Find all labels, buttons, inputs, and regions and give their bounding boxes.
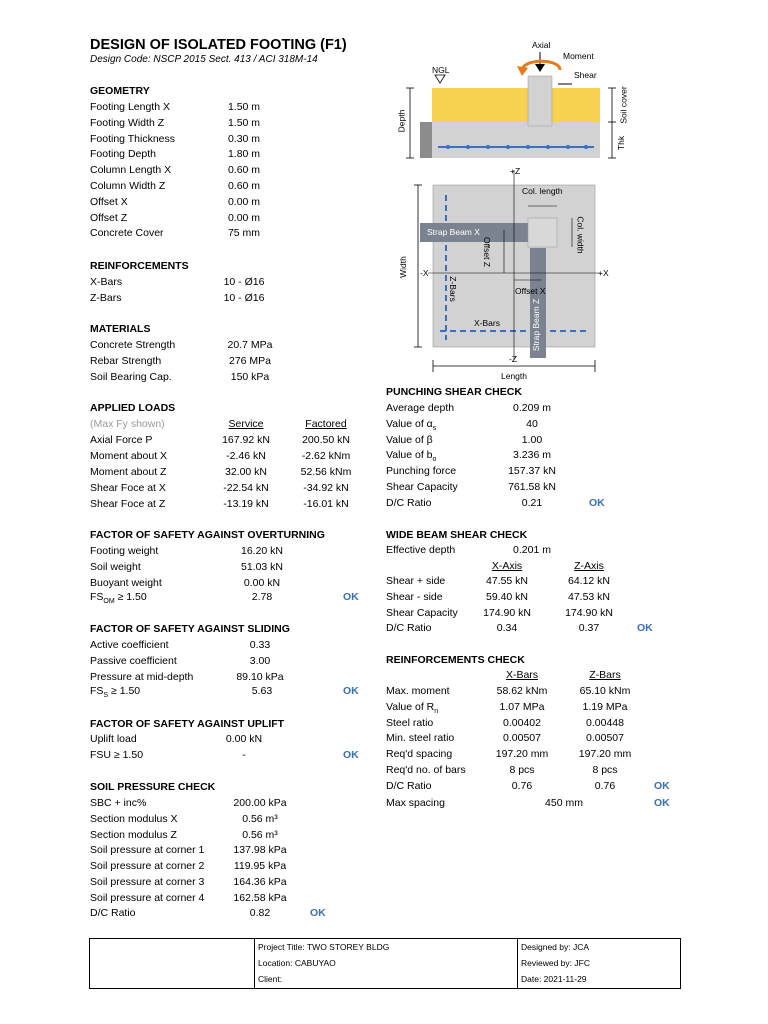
punching-label: Average depth	[386, 402, 455, 414]
load-label: Axial Force P	[90, 434, 153, 446]
widebeam-x: 174.90 kN	[483, 606, 531, 619]
widebeam-ok: OK	[637, 622, 653, 634]
plus-z-label: +Z	[510, 166, 521, 176]
z-axis-header: Z-Axis	[574, 560, 604, 572]
col-length-label: Col. length	[522, 186, 563, 196]
reinf-check-x: 0.76	[511, 779, 533, 792]
reinf-check-label: D/C Ratio	[386, 779, 432, 792]
widebeam-x: 47.55 kN	[485, 575, 529, 587]
reinf-check-x: 0.00402	[503, 716, 541, 729]
punching-value: 0.21	[521, 496, 543, 509]
length-label: Length	[501, 371, 527, 381]
fs-s-value: 5.63	[251, 685, 273, 697]
x-axis-header: X-Axis	[491, 560, 523, 572]
geometry-label: Footing Length X	[90, 101, 170, 113]
moment-arrowhead	[517, 66, 528, 76]
soil-cover-label: Soil cover	[618, 86, 629, 124]
punching-value: 3.236 m	[513, 449, 551, 462]
loads-note: (Max Fy shown)	[90, 418, 165, 430]
widebeam-label: Shear Capacity	[386, 606, 458, 619]
overturning-label: Buoyant weight	[90, 576, 162, 589]
soil-value: 119.95 kPa	[233, 860, 287, 873]
materials-label: Concrete Strength	[90, 339, 176, 351]
punching-value: 761.58 kN	[508, 481, 556, 493]
geometry-value: 0.60 m	[227, 164, 261, 177]
load-factored: -34.92 kN	[303, 481, 349, 494]
punching-label: Value of β	[386, 433, 433, 446]
punching-label: D/C Ratio	[386, 496, 432, 509]
materials-value: 150 kPa	[230, 370, 270, 383]
reinforcements-value: 10 - Ø16	[223, 276, 265, 288]
reinf-check-x: 197.20 mm	[495, 748, 549, 761]
load-service: -2.46 kN	[226, 449, 266, 462]
footing-edge	[420, 122, 432, 158]
x-bars-label: X-Bars	[474, 318, 500, 328]
geometry-label: Column Width Z	[90, 180, 166, 192]
widebeam-label: D/C Ratio	[386, 622, 432, 635]
soil-label: Soil pressure at corner 4	[90, 891, 205, 904]
reinf-check-label: Steel ratio	[386, 716, 434, 729]
uplift-value: 0.00 kN	[225, 733, 263, 745]
punching-value: 40	[526, 417, 538, 430]
overturning-label: Soil weight	[90, 560, 141, 573]
offset-z-label: Offset Z	[482, 236, 493, 268]
soil-label: Soil pressure at corner 3	[90, 876, 205, 888]
load-label: Shear Foce at Z	[90, 497, 166, 510]
max-spacing-label: Max spacing	[386, 797, 445, 809]
geometry-label: Footing Depth	[90, 148, 156, 161]
max-spacing-value: 450 mm	[545, 797, 583, 809]
overturning-heading: FACTOR OF SAFETY AGAINST OVERTURNING	[90, 529, 325, 541]
axial-arrowhead	[535, 64, 545, 72]
soil-dc-label: D/C Ratio	[90, 907, 136, 919]
fs-om-ok: OK	[343, 591, 359, 603]
reinforcements-heading: REINFORCEMENTS	[90, 260, 189, 272]
overturning-value: 0.00 kN	[243, 576, 281, 589]
punching-label: Punching force	[386, 465, 457, 478]
reinf-check-x: 58.62 kNm	[496, 685, 548, 697]
punching-heading: PUNCHING SHEAR CHECK	[386, 386, 522, 398]
soil-value: 0.56 m³	[242, 812, 278, 825]
eff-depth-value: 0.201 m	[513, 544, 551, 556]
soil-value: 200.00 kPa	[233, 797, 287, 809]
reinforcements-label: Z-Bars	[90, 291, 122, 304]
geometry-value: 0.00 m	[227, 195, 261, 208]
soil-dc-value: 0.82	[249, 907, 271, 919]
widebeam-heading: WIDE BEAM SHEAR CHECK	[386, 529, 528, 541]
soil-dc-ok: OK	[310, 907, 326, 919]
geometry-value: 0.30 m	[227, 132, 261, 145]
minus-x-label: -X	[420, 268, 429, 278]
uplift-label: Uplift load	[90, 733, 137, 745]
sliding-heading: FACTOR OF SAFETY AGAINST SLIDING	[90, 623, 290, 635]
fs-om-label: $FS_{OM} \ge 1.50$	[90, 591, 147, 606]
punching-label: Shear Capacity	[386, 481, 458, 493]
reinf-check-label: Value of $R_n$	[386, 700, 439, 715]
design-code: Design Code: NSCP 2015 Sect. 413 / ACI 318M-14	[90, 54, 318, 65]
load-service: -13.19 kN	[223, 497, 269, 510]
geometry-label: Offset Z	[90, 211, 128, 224]
reinforcements-label: X-Bars	[90, 276, 123, 288]
strap-beam-z-label: Strap Beam Z	[531, 298, 542, 352]
widebeam-z: 0.37	[578, 622, 600, 635]
load-factored: -16.01 kN	[303, 497, 349, 510]
reinf-check-z: 1.19 MPa	[582, 700, 628, 713]
max-spacing-ok: OK	[654, 797, 670, 809]
materials-value: 20.7 MPa	[227, 339, 273, 351]
eff-depth-label: Effective depth	[386, 544, 456, 556]
soil-value: 164.36 kPa	[233, 876, 287, 888]
soil-value: 162.58 kPa	[233, 891, 287, 904]
ngl-symbol	[435, 75, 445, 83]
strap-beam-x-label: Strap Beam X	[427, 227, 480, 237]
punching-value: 1.00	[521, 433, 543, 446]
factored-header: Factored	[305, 418, 347, 430]
load-service: 32.00 kN	[224, 465, 268, 478]
title-block	[89, 938, 681, 989]
punching-value: 157.37 kN	[508, 465, 556, 478]
load-label: Shear Foce at X	[90, 481, 166, 494]
punching-ok: OK	[589, 497, 605, 509]
z-bars-header: Z-Bars	[589, 669, 621, 681]
sliding-value: 3.00	[249, 654, 271, 667]
reinf-check-x: 8 pcs	[509, 764, 535, 776]
reinf-check-label: Req'd no. of bars	[386, 764, 466, 776]
widebeam-x: 0.34	[496, 622, 518, 635]
plus-x-label: +X	[598, 268, 609, 278]
load-label: Moment about Z	[90, 465, 167, 478]
location: Location: CABUYAO	[258, 958, 336, 968]
uplift-heading: FACTOR OF SAFETY AGAINST UPLIFT	[90, 718, 285, 730]
column-plan	[528, 218, 557, 247]
load-factored: 200.50 kN	[302, 434, 350, 446]
sliding-value: 89.10 kPa	[236, 670, 284, 683]
ngl-label: NGL	[432, 65, 450, 75]
reinf-check-x: 0.00507	[503, 732, 541, 745]
fs-s-label: $FS_S \ge 1.50$	[90, 685, 141, 700]
sliding-label: Pressure at mid-depth	[90, 670, 194, 683]
shear-label: Shear	[574, 70, 597, 80]
materials-heading: MATERIALS	[90, 323, 151, 335]
thk-label: Thk	[616, 135, 627, 151]
widebeam-z: 174.90 kN	[565, 606, 613, 619]
load-label: Moment about X	[90, 449, 168, 462]
sliding-value: 0.33	[249, 639, 271, 651]
reinf-check-z: 197.20 mm	[578, 748, 632, 761]
geometry-label: Footing Width Z	[90, 116, 165, 129]
service-header: Service	[228, 418, 264, 430]
fsu-label: FSU ≥ 1.50	[90, 749, 144, 761]
punching-label: Value of $b_o$	[386, 449, 437, 464]
materials-value: 276 MPa	[228, 354, 272, 367]
overturning-value: 16.20 kN	[240, 545, 284, 557]
loads-heading: APPLIED LOADS	[90, 402, 176, 414]
geometry-label: Footing Thickness	[90, 132, 176, 145]
reinforcements-value: 10 - Ø16	[223, 291, 265, 304]
geometry-value: 0.00 m	[227, 211, 261, 224]
widebeam-z: 64.12 kN	[567, 575, 611, 587]
soil-label: Section modulus Z	[90, 828, 177, 841]
load-factored: 52.56 kNm	[300, 465, 352, 478]
geometry-value: 0.60 m	[227, 180, 261, 192]
geometry-label: Offset X	[90, 195, 128, 208]
overturning-label: Footing weight	[90, 545, 159, 557]
geometry-value: 1.50 m	[227, 101, 261, 113]
page-title: DESIGN OF ISOLATED FOOTING (F1)	[90, 37, 347, 53]
widebeam-label: Shear - side	[386, 590, 443, 603]
widebeam-z: 47.53 kN	[567, 590, 611, 603]
overturning-value: 51.03 kN	[240, 560, 284, 573]
reinf-dc-ok: OK	[654, 780, 670, 792]
punching-value: 0.209 m	[513, 402, 551, 414]
reinf-check-z: 0.00448	[586, 716, 624, 729]
fsu-value: -	[242, 749, 246, 761]
soil-value: 137.98 kPa	[233, 844, 287, 857]
reinf-check-label: Req'd spacing	[386, 748, 453, 761]
soil-label: SBC + inc%	[90, 797, 147, 809]
load-service: 167.92 kN	[222, 434, 270, 446]
geometry-label: Column Length X	[90, 164, 172, 177]
soil-value: 0.56 m³	[242, 828, 278, 841]
materials-label: Rebar Strength	[90, 354, 162, 367]
geometry-heading: GEOMETRY	[90, 85, 150, 97]
punching-label: Value of $\alpha_s$	[386, 417, 437, 432]
axial-label: Axial	[532, 40, 551, 50]
date: Date: 2021-11-29	[521, 974, 587, 984]
fsu-ok: OK	[343, 749, 359, 761]
load-factored: -2.62 kNm	[301, 449, 351, 462]
geometry-label: Concrete Cover	[90, 227, 164, 240]
section-diagram	[390, 30, 650, 170]
reinf-check-heading: REINFORCEMENTS CHECK	[386, 654, 525, 666]
col-width-label: Col. width	[575, 216, 586, 254]
reinf-check-z: 8 pcs	[592, 764, 618, 776]
reinf-check-z: 0.00507	[586, 732, 624, 745]
geometry-value: 1.50 m	[227, 116, 261, 129]
fs-om-value: 2.78	[251, 591, 273, 603]
width-label: Width	[397, 256, 408, 278]
offset-x-label: Offset X	[515, 286, 546, 296]
reviewed-by: Reviewed by: JFC	[521, 958, 590, 968]
footing	[420, 122, 600, 158]
sliding-label: Active coefficient	[90, 639, 169, 651]
reinf-check-z: 0.76	[594, 779, 616, 792]
designed-by: Designed by: JCA	[521, 942, 590, 952]
soil-label: Section modulus X	[90, 812, 178, 825]
soil-label: Soil pressure at corner 1	[90, 844, 205, 857]
materials-label: Soil Bearing Cap.	[90, 370, 172, 383]
fs-s-ok: OK	[343, 685, 359, 697]
reinf-check-x: 1.07 MPa	[499, 700, 545, 713]
load-service: -22.54 kN	[223, 481, 269, 494]
z-bars-label: Z-Bars	[447, 276, 458, 302]
depth-label: Depth	[396, 109, 407, 133]
client: Client:	[258, 974, 283, 984]
project-title: Project Title: TWO STOREY BLDG	[258, 942, 390, 952]
reinf-check-label: Min. steel ratio	[386, 732, 455, 745]
moment-label: Moment	[563, 51, 594, 61]
column	[528, 76, 552, 126]
x-bars-header: X-Bars	[505, 669, 539, 681]
geometry-value: 1.80 m	[227, 148, 261, 161]
geometry-value: 75 mm	[227, 227, 261, 240]
widebeam-label: Shear + side	[386, 575, 446, 587]
sliding-label: Passive coefficient	[90, 654, 177, 667]
soil-label: Soil pressure at corner 2	[90, 860, 205, 873]
reinf-check-z: 65.10 kNm	[579, 685, 631, 697]
widebeam-x: 59.40 kN	[485, 590, 529, 603]
minus-z-label: -Z	[509, 354, 518, 364]
soil-heading: SOIL PRESSURE CHECK	[90, 781, 216, 793]
reinf-check-label: Max. moment	[386, 685, 450, 697]
